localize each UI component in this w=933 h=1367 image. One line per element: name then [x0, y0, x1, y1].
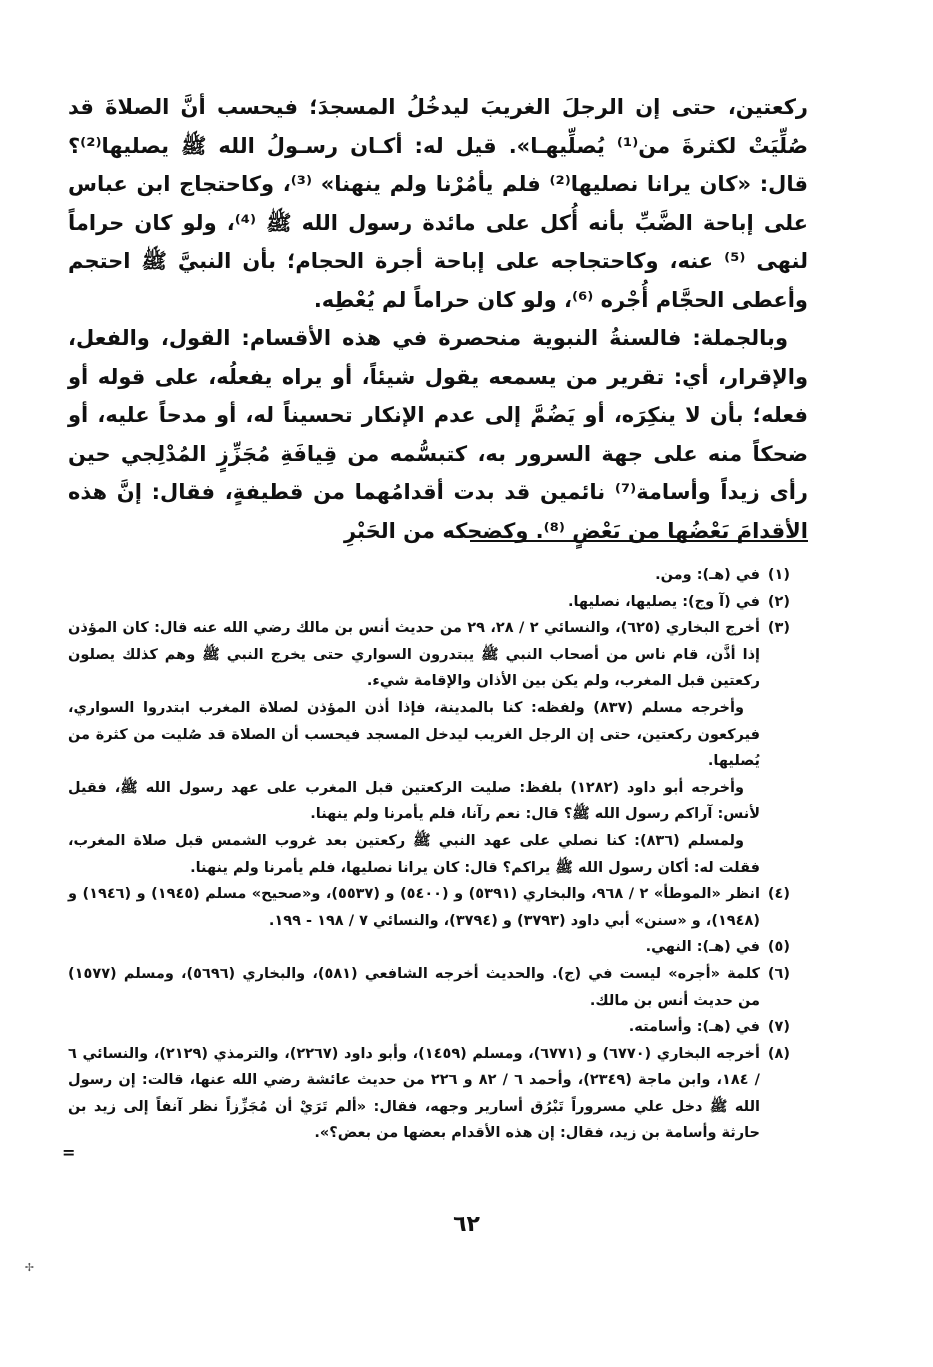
footnote	[68, 615, 790, 881]
footnote-text	[68, 934, 760, 961]
footnote-text	[68, 881, 760, 934]
footnote-number: (١)	[767, 567, 790, 583]
footnote-text	[68, 961, 760, 1014]
footnote-paragraph: أخرج البخاري (٦٢٥)، والنسائي ٢ / ٢٨، ٢٩ من حديث أنس بن مالك رضي الله عنه قال: كان المؤذن إذا أذَّن، قام ناس من أصحاب النبي ﷺ يبتدرون السواري حتى يخرج النبي ﷺ وهم كذلك يصلون ركعتين قبل المغرب، ولم يكن بين الأذان والإقامة شيء.	[68, 620, 760, 690]
footnote-number: (٨)	[767, 1045, 790, 1062]
footnotes	[68, 562, 790, 1147]
page-body	[68, 88, 808, 550]
footnote-paragraph: كلمة «أجره» ليست في (ج). والحديث أخرجه الشافعي (٥٨١)، والبخاري (٥٦٩٦)، ومسلم (١٥٧٧) من حديث أنس بن مالك.	[68, 965, 760, 1009]
footnote-paragraph: وأخرجه مسلم (٨٣٧) ولفظه: كنا بالمدينة، فإذا أذن المؤذن لصلاة المغرب ابتدروا السواري، فيركعون ركعتين، حتى إن الرجل الغريب ليدخل المسجد فيحسب أن الصلاة قد صُليت من كثرة من يُصليها.	[68, 699, 760, 770]
footnote	[68, 1041, 790, 1147]
footnote	[68, 961, 790, 1014]
footnote-number: (٦)	[767, 965, 790, 982]
footnote-paragraph: في (هـ): وأسامته.	[628, 1019, 760, 1036]
footnote	[68, 1014, 790, 1041]
footnote-paragraph: أخرجه البخاري (٦٧٧٠) و (٦٧٧١)، ومسلم (١٤٥٩)، وأبو داود (٢٢٦٧)، والترمذي (٢١٢٩)، والنسائي ٦ / ١٨٤، وابن ماجة (٢٣٤٩)، وأحمد ٦ / ٨٢ و ٢٢٦ من حديث عائشة رضي الله عنها، قالت: إن رسول الله ﷺ دخل علي مسروراً تَبْرُق أسارير وجهه، فقال: «ألم تَرَيْ أن مُجَزِّزاً نظر آنفاً إلى زيد بن حارثة وأسامة بن زيد، فقال: إن هذه الأقدام بعضها من بعض؟».	[68, 1045, 760, 1142]
footnote-number: (٥)	[767, 939, 790, 956]
main-text	[68, 88, 808, 550]
footnote-paragraph: في (آ وج): يصليها، نصليها.	[567, 593, 760, 610]
footnote-paragraph: وأخرجه أبو داود (١٢٨٢) بلفظ: صليت الركعتين قبل المغرب على عهد رسول الله ﷺ، فقيل لأنس: آراكم رسول الله ﷺ؟ قال: نعم رآنا، فلم يأمرنا ولم ينهنا.	[68, 779, 760, 823]
footnote-text	[68, 1041, 760, 1147]
continuation-mark: =	[62, 1143, 76, 1162]
footnote-text	[68, 615, 760, 881]
main-paragraph-1: ركعتين، حتى إن الرجلَ الغريبَ ليدخُلُ المسجدَ؛ فيحسب أنَّ الصلاةَ قد صُلِّيَتْ لكثرةَ من⁽¹⁾ يُصلِّيهـا». قيل له: أكـان رسـولُ الله ﷺ يصليها⁽²⁾؟ قال: «كان يرانا نصليها⁽²⁾ فلم يأمُرْنا ولم ينهنا» ⁽³⁾، وكاحتجاج ابن عباس على إباحة الضَّبِّ بأنه أُكل على مائدة رسول الله ﷺ ⁽⁴⁾، ولو كان حراماً لنهى ⁽⁵⁾ عنه، وكاحتجاجه على إباحة أجرة الحجام؛ بأن النبيَّ ﷺ احتجم وأعطى الحجَّام أُجْره ⁽⁶⁾، ولو كان حراماً لم يُعْطِه.	[68, 95, 808, 312]
footnote-paragraph: انظر «الموطأ» ٢ / ٩٦٨، والبخاري (٥٣٩١) و (٥٤٠٠) و (٥٥٣٧)، و«صحيح» مسلم (١٩٤٥) و (١٩٤٦) و (١٩٤٨)، و «سنن» أبي داود (٣٧٩٣) و (٣٧٩٤)، والنسائي ٧ / ١٩٨ - ١٩٩.	[68, 886, 760, 929]
footnote-text	[68, 1014, 760, 1041]
footnote	[68, 589, 790, 616]
footnote-separator-rule	[470, 540, 808, 542]
page-number: ٦٢	[453, 1212, 480, 1237]
footnote	[68, 562, 790, 589]
main-paragraph-2: وبالجملة: فالسنةُ النبوية منحصرة في هذه الأقسام: القول، والفعل، والإقرار، أي: تقرير من يسمعه يقول شيئاً، أو يراه يفعلُه، على قوله أو فعله؛ بأن لا ينكِرَه، أو يَضُمَّ إلى عدم الإنكار تحسيناً له، أو مدحاً عليه، أو ضحكاً منه على جهة السرور به، كتبسُّمه من قِيافَةِ مُجَزِّزٍ المُدْلِجي حين رأى زيداً وأسامة⁽⁷⁾ نائمين قد بدت أقدامُهما من قطيفةٍ، فقال: إنَّ هذه الأقدامَ بَعْضُها من بَعْضٍ ⁽⁸⁾. وكضحكه من الحَبْرِ	[68, 326, 808, 543]
footnote	[68, 934, 790, 961]
footnote-paragraph: ولمسلم (٨٣٦): كنا نصلي على عهد النبي ﷺ ركعتين بعد غروب الشمس قبل صلاة المغرب، فقلت له: أكان رسول الله ﷺ يراكم؟ قال: كان يرانا نصليها، فلم يأمرنا ولم ينهنا.	[68, 832, 760, 876]
footnote	[68, 881, 790, 934]
footnote-text	[68, 562, 760, 589]
footnote-paragraph: في (هـ): ومن.	[655, 567, 760, 583]
scan-speck-icon: ✢	[24, 1261, 34, 1274]
footnote-number: (٤)	[767, 886, 790, 903]
footnote-number: (٢)	[767, 593, 790, 610]
footnote-number: (٧)	[767, 1019, 790, 1036]
footnote-number: (٣)	[767, 620, 790, 637]
footnote-paragraph: في (هـ): النهي.	[645, 939, 760, 956]
footnote-text	[68, 589, 760, 616]
